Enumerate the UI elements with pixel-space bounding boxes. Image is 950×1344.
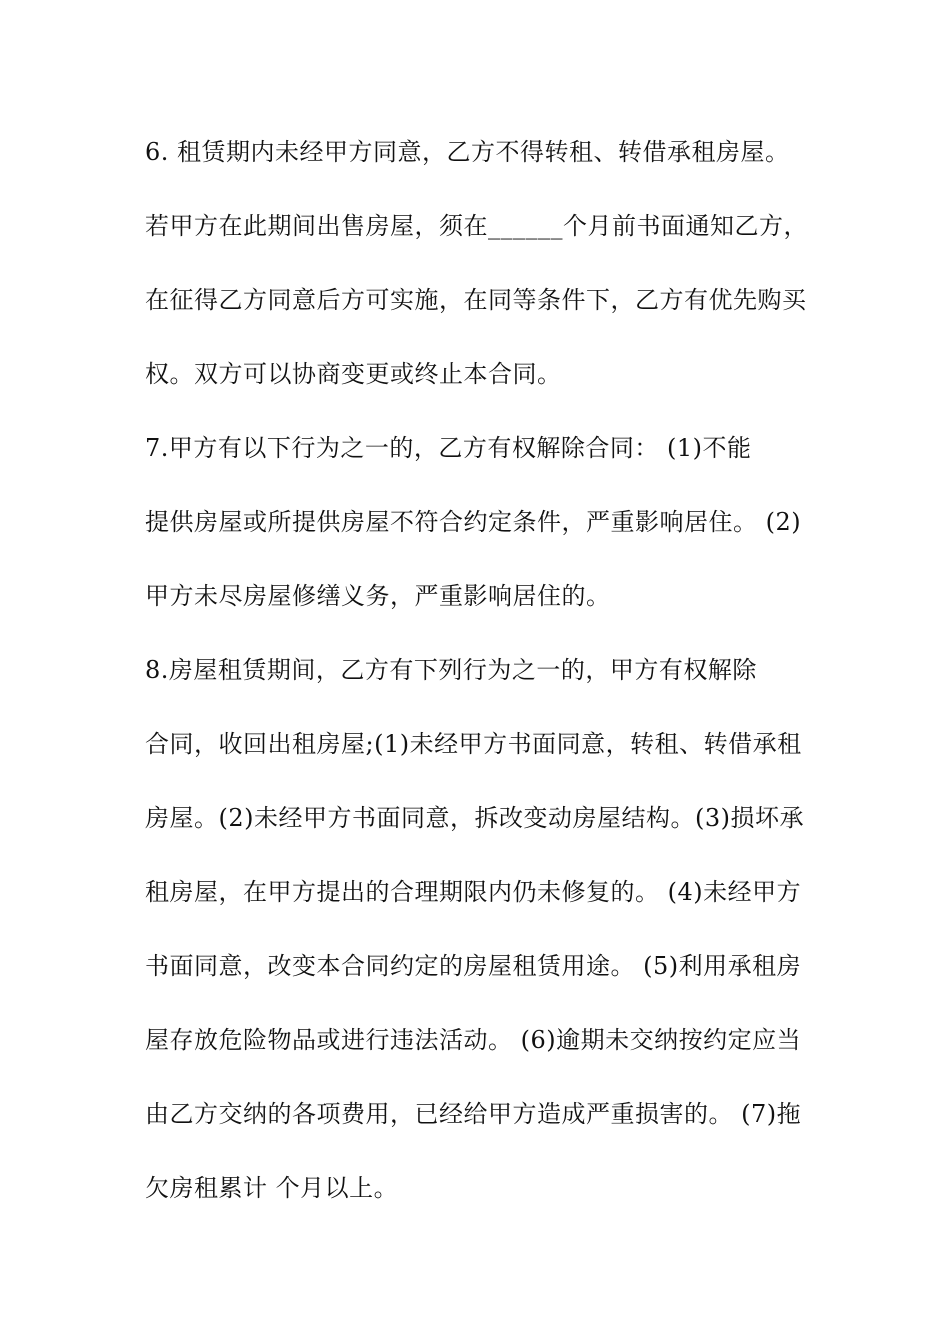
para-7-line-2: 提供房屋或所提供房屋不符合约定条件，严重影响居住。 (2) — [145, 508, 802, 536]
para-8-line-3: 房屋。(2)未经甲方书面同意，拆改变动房屋结构。(3)损坏承 — [145, 804, 804, 832]
para-8-line-5: 书面同意，改变本合同约定的房屋租赁用途。 (5)利用承租房 — [145, 952, 802, 980]
para-8-line-6: 屋存放危险物品或进行违法活动。 (6)逾期未交纳按约定应当 — [145, 1026, 802, 1054]
para-6-line-1: 6. 租赁期内未经甲方同意，乙方不得转租、转借承租房屋。 — [145, 138, 790, 166]
para-8-line-7: 由乙方交纳的各项费用，已经给甲方造成严重损害的。 (7)拖 — [145, 1100, 802, 1128]
para-8-line-8: 欠房租累计 个月以上。 — [145, 1174, 399, 1202]
para-8-line-1: 8.房屋租赁期间，乙方有下列行为之一的，甲方有权解除 — [145, 656, 757, 684]
para-6-line-3: 在征得乙方同意后方可实施，在同等条件下，乙方有优先购买 — [145, 286, 807, 314]
para-8-line-2: 合同，收回出租房屋;(1)未经甲方书面同意，转租、转借承租 — [145, 730, 802, 758]
para-6-line-2: 若甲方在此期间出售房屋，须在______个月前书面通知乙方， — [145, 212, 808, 240]
para-8-line-4: 租房屋，在甲方提出的合理期限内仍未修复的。 (4)未经甲方 — [145, 878, 802, 906]
para-7-line-1: 7.甲方有以下行为之一的，乙方有权解除合同： (1)不能 — [145, 434, 752, 462]
para-7-line-3: 甲方未尽房屋修缮义务，严重影响居住的。 — [145, 582, 611, 610]
para-6-line-4: 权。双方可以协商变更或终止本合同。 — [145, 360, 562, 388]
